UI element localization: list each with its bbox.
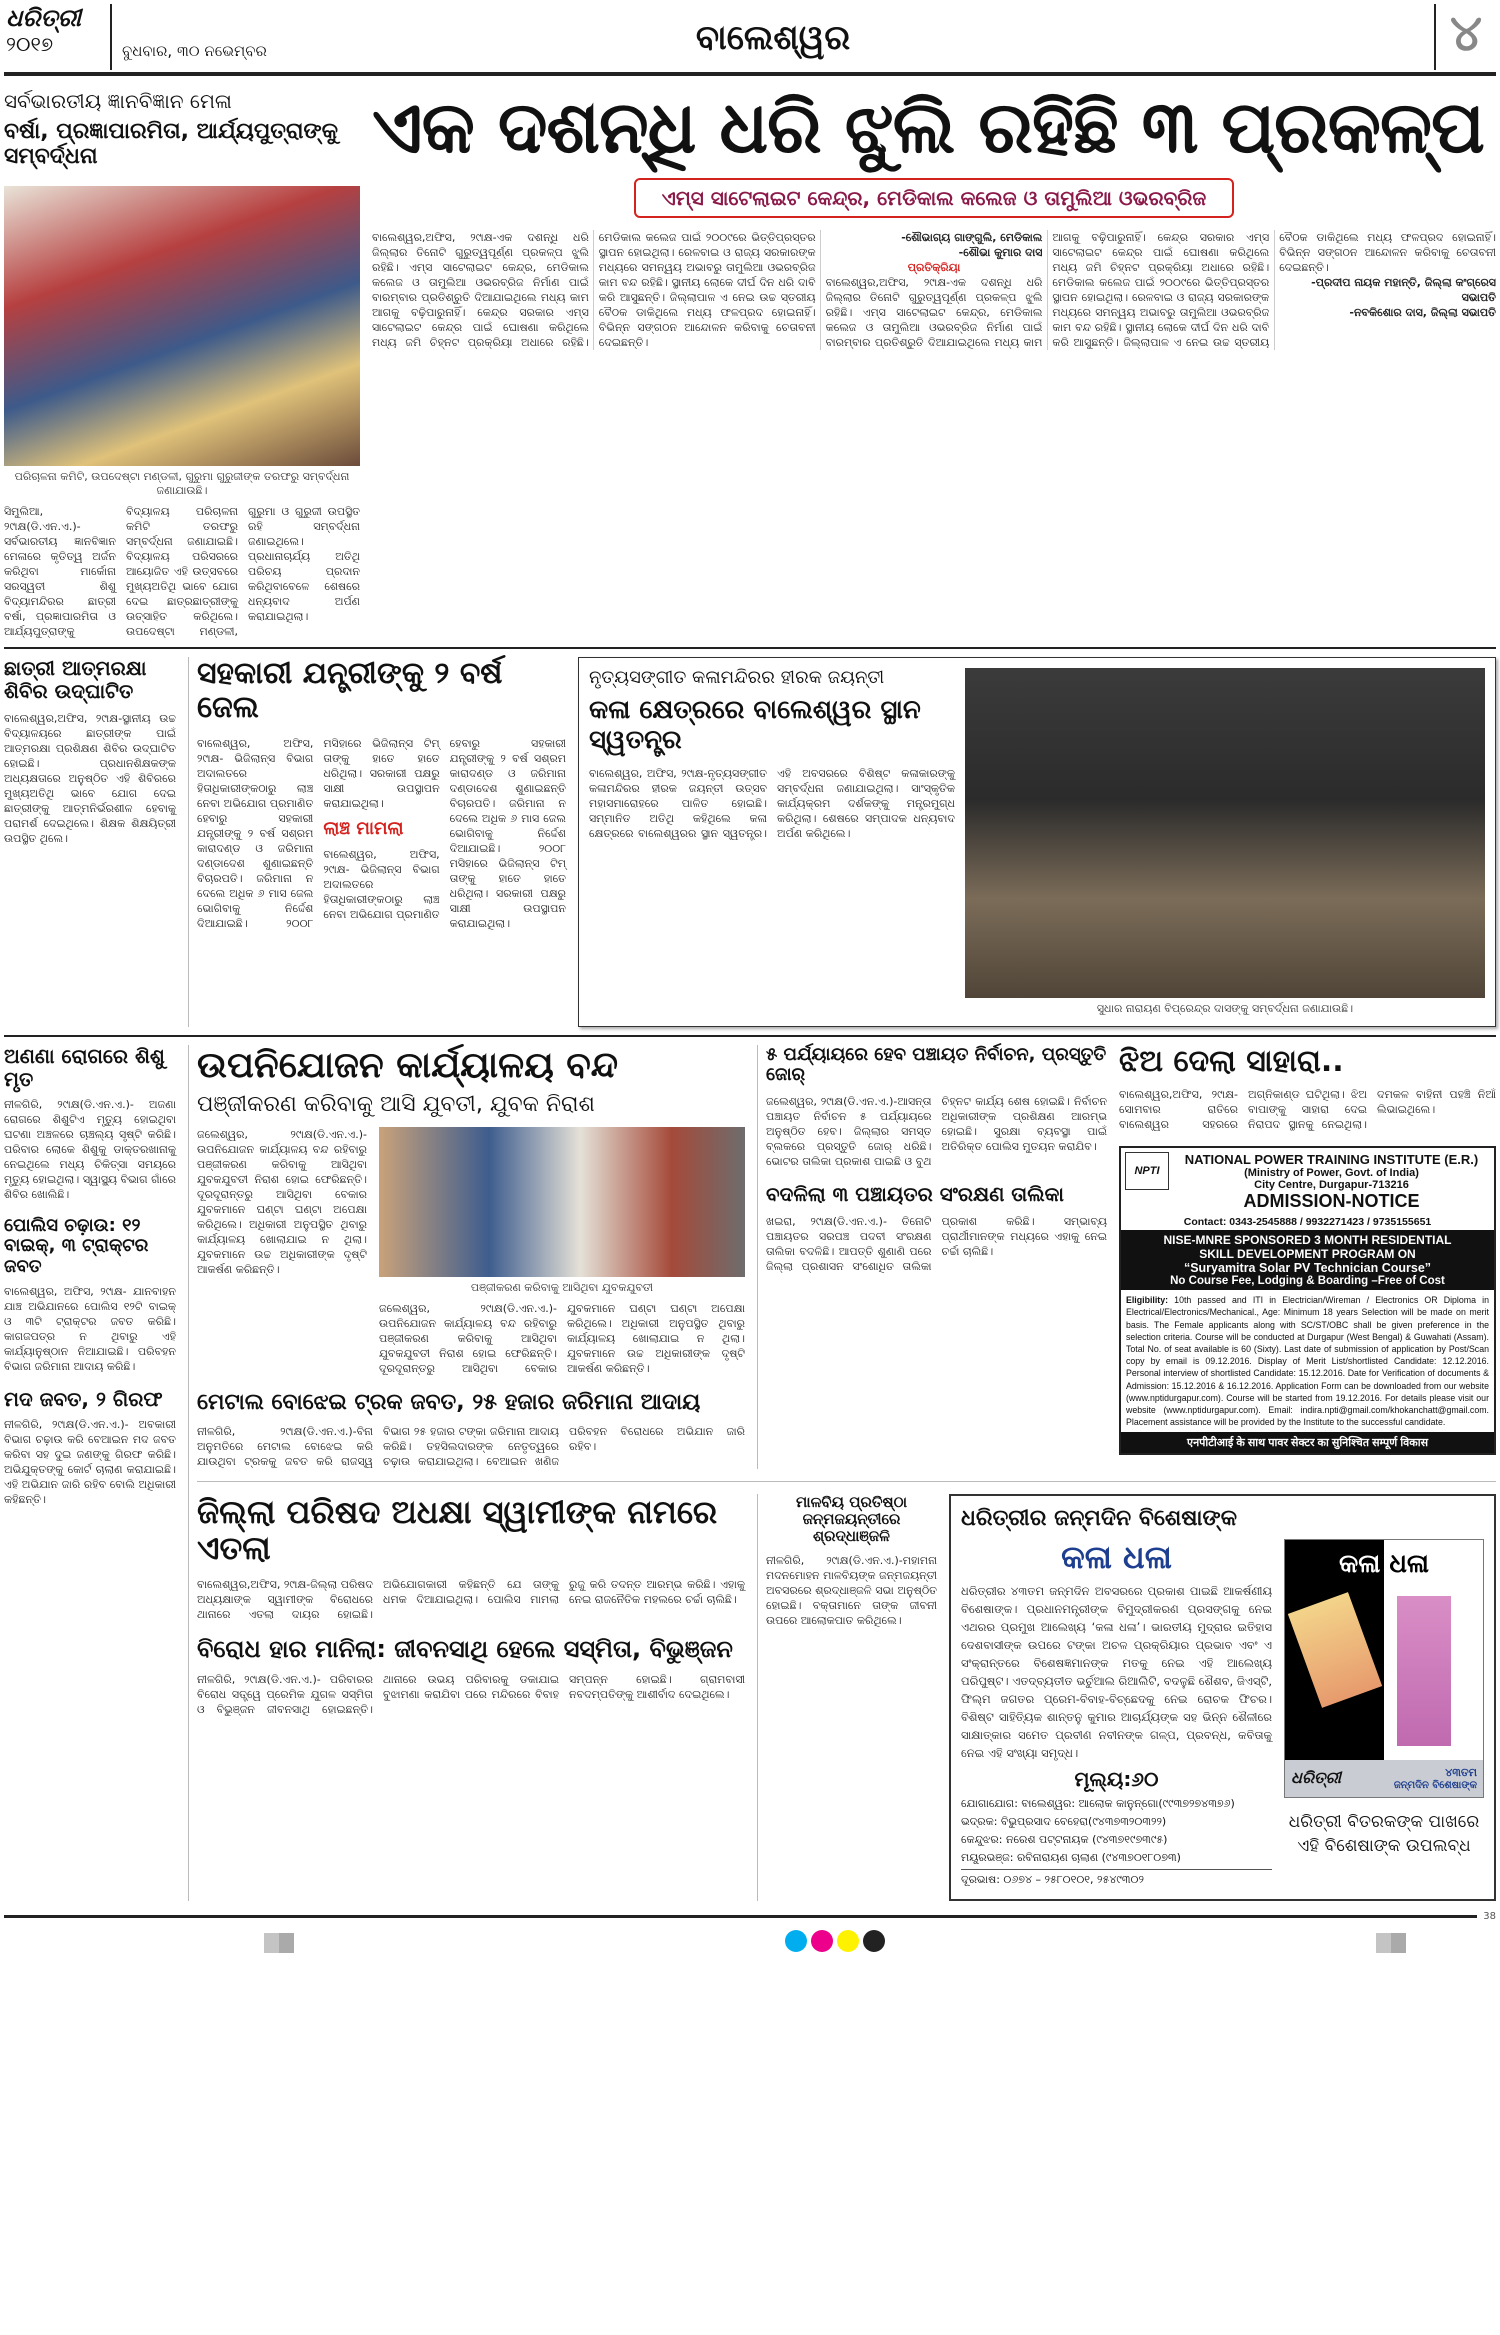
- ad-title: ଧରିତ୍ରୀର ଜନ୍ମଦିନ ବିଶେଷାଙ୍କ: [961, 1505, 1237, 1531]
- quote-4: -ନବକିଶୋର ଦାସ, ଜିଲ୍ଲା ସଭାପତି: [1349, 305, 1496, 319]
- article-body: ନୀଳଗିରି, ୨୯ାକ୍ଷ(ଡି.ଏନ.ଏ.)- ପରିବାରର ବିରୋଧ ସତ୍ତ୍ୱେ ପ୍ରେମିକ ଯୁଗଳ ସସ୍ମିତା ଓ ବିଭୁଞ୍ଜନ ଜୀବନସାଥି ହୋଇଛନ୍ତି। ଥାନାରେ ଉଭୟ ପରିବାରକୁ ଡକାଯାଇ ବୁଝାମଣା କରାଯିବା ପରେ ମନ୍ଦିରରେ ବିବାହ ସମ୍ପନ୍ନ ହୋଇଛି। ଗ୍ରାମବାସୀ ନବଦମ୍ପତିଙ୍କୁ ଆଶୀର୍ବାଦ ଦେଇଥିଲେ।: [197, 1672, 745, 1716]
- special-issue-ad: [949, 1494, 1496, 1901]
- photo-caption: ପଞ୍ଜୀକରଣ କରିବାକୁ ଆସିଥିବା ଯୁବକଯୁବତୀ: [470, 1281, 654, 1295]
- contact-list: [961, 1795, 1272, 1889]
- article-employment-office: [197, 1045, 745, 1377]
- header-rule: [4, 72, 1496, 76]
- cover-sub: ଜନ୍ମଦିନ ବିଶେଷାଙ୍କ: [1393, 1779, 1477, 1791]
- page-code: 38: [1483, 1910, 1496, 1922]
- magazine-cover: [1284, 1539, 1484, 1798]
- photo-caption: ସୁଧାର ନାରାୟଣ ବିପ୍ରେନ୍ଦ୍ର ଦାସଙ୍କୁ ସମ୍ବର୍ଦ୍ଧନା ଜଣାଯାଉଛି।: [1096, 1001, 1354, 1015]
- band-line: SKILL DEVELOPMENT PROGRAM ON: [1199, 1247, 1416, 1262]
- kicker: ନୃତ୍ୟସଙ୍ଗୀତ କଳାମନ୍ଦିରର ହୀରକ ଜୟନ୍ତୀ: [589, 666, 885, 688]
- reaction-label: ପ୍ରତିକ୍ରିୟା: [907, 260, 961, 274]
- lead-body-text: ବାଲେଶ୍ୱର,ଅଫିସ, ୨୯ାକ୍ଷ-ଏକ ଦଶନ୍ଧି ଧରି ଜିଲ୍ଲାର ତିନୋଟି ଗୁରୁତ୍ୱପୂର୍ଣ୍ଣ ପ୍ରକଳ୍ପ ଝୁଲି ରହିଛି। ଏମ୍ସ ସାଟେଲାଇଟ କେନ୍ଦ୍ର, ମେଡିକାଲ କଲେଜ ଓ ତାମୁଲିଆ ଓଭରବ୍ରିଜ ନିର୍ମାଣ ପାଇଁ ବାରମ୍ବାର ପ୍ରତିଶ୍ରୁତି ଦିଆଯାଇଥିଲେ ମଧ୍ୟ କାମ ଆଗକୁ ବଢ଼ିପାରୁନାହିଁ। କେନ୍ଦ୍ର ସରକାର ଏମ୍ସ ସାଟେଲାଇଟ କେନ୍ଦ୍ର ପାଇଁ ଘୋଷଣା କରିଥିଲେ ମଧ୍ୟ ଜମି ଚିହ୍ନଟ ପ୍ରକ୍ରିୟା ଅଧାରେ ରହିଛି। ମେଡିକାଲ କଲେଜ ପାଇଁ ୨୦୦୯ରେ ଭିତ୍ତିପ୍ରସ୍ତର ସ୍ଥାପନ ହୋଇଥିଲା। ରେଳବାଇ ଓ ରାଜ୍ୟ ସରକାରଙ୍କ ମଧ୍ୟରେ ସମନ୍ୱୟ ଅଭାବରୁ ତାମୁଲିଆ ଓଭରବ୍ରିଜ କାମ ବନ୍ଦ ରହିଛି। ସ୍ଥାନୀୟ ଲୋକେ ଦୀର୍ଘ ଦିନ ଧରି ଦାବି କରି ଆସୁଛନ୍ତି। ଜିଲ୍ଲାପାଳ ଏ ନେଇ ଉଚ୍ଚ ସ୍ତରୀୟ ବୈଠକ ଡାକିଥିଲେ ମଧ୍ୟ ଫଳପ୍ରଦ ହୋଇନାହିଁ। ବିଭିନ୍ନ ସଙ୍ଗଠନ ଆନ୍ଦୋଳନ କରିବାକୁ ଚେତାବନୀ ଦେଇଛନ୍ତି।: [825, 230, 1496, 349]
- article-body: ବାଲେଶ୍ୱର,ଅଫିସ, ୨୯ାକ୍ଷ- ସୋମବାର ରାତିରେ ବାଲେଶ୍ୱର ସହରରେ ଅଗ୍ନିକାଣ୍ଡ ଘଟିଥିଲା। ଝିଅ ବାପାଙ୍କୁ ସାହାରା ଦେଇ ନିରାପଦ ସ୍ଥାନକୁ ନେଇଥିଲା। ଦମକଳ ବାହିନୀ ପହଞ୍ଚି ନିଆଁ ଲିଭାଇଥିଲେ।: [1119, 1088, 1496, 1132]
- article-body: ସିମୁଲିଆ, ୨୯ାକ୍ଷ(ଡି.ଏନ.ଏ.)- ସର୍ବଭାରତୀୟ ଜ୍ଞାନବିଜ୍ଞାନ ମେଳାରେ କୃତିତ୍ୱ ଅର୍ଜନ କରିଥିବା ମାର୍କୋନା ସରସ୍ୱତୀ ଶିଶୁ ବିଦ୍ୟାମନ୍ଦିରର ଛାତ୍ରୀ ବର୍ଷା, ପ୍ରଜ୍ଞାପାରମିତା ଓ ଆର୍ଯ୍ୟପୁତ୍ରାଙ୍କୁ ବିଦ୍ୟାଳୟ ପରିଚାଳନା କମିଟି ତରଫରୁ ସମ୍ବର୍ଦ୍ଧନା ଜଣାଯାଇଛି। ବିଦ୍ୟାଳୟ ପରିସରରେ ଆୟୋଜିତ ଏହି ଉତ୍ସବରେ ମୁଖ୍ୟଅତିଥି ଭାବେ ଯୋଗ ଦେଇ ଛାତ୍ରଛାତ୍ରୀଙ୍କୁ ଉତ୍ସାହିତ କରିଥିଲେ। ଉପଦେଷ୍ଟା ମଣ୍ଡଳୀ, ଗୁରୁମା ଓ ଗୁରୁଜୀ ଉପସ୍ଥିତ ରହି ସମ୍ବର୍ଦ୍ଧନା ଜଣାଇଥିଲେ। ପ୍ରଧାନାଚାର୍ଯ୍ୟ ଅତିଥି ପରିଚୟ ପ୍ରଦାନ କରିଥିବାବେଳେ ଶେଷରେ ଧନ୍ୟବାଦ ଅର୍ପଣ କରାଯାଇଥିଲା।: [4, 504, 360, 638]
- masthead-logo: [4, 4, 110, 70]
- article-body: ନୀଳଗିରି, ୨୯ାକ୍ଷ(ଡି.ଏନ.ଏ.)- ଅବକାରୀ ବିଭାଗ ଚଢ଼ାଉ କରି ବେଆଇନ ମଦ ଜବତ କରିବା ସହ ଦୁଇ ଜଣଙ୍କୁ ଗିରଫ କରିଛି। ଅଭିଯୁକ୍ତଙ୍କୁ କୋର୍ଟ ଚାଲାଣ କରାଯାଇଛି। ଏହି ଅଭିଯାନ ଜାରି ରହିବ ବୋଲି ଅଧିକାରୀ କହିଛନ୍ତି।: [4, 1417, 176, 1506]
- headline: ଜିଲ୍ଲା ପରିଷଦ ଅଧକ୍ଷା ସ୍ୱାମୀଙ୍କ ନାମରେ ଏତଲା: [197, 1492, 718, 1568]
- article-engineer-jail: [188, 657, 566, 1027]
- price: ମୂଲ୍ୟ:୬୦: [1074, 1766, 1159, 1791]
- contact-line: ଯୋଗାଯୋଗ: ବାଲେଶ୍ୱର: ଆଲୋକ କାନୁନ୍‌ଗୋ(୯୯୩୭୨୭୪୩୭୬): [961, 1796, 1235, 1810]
- article-body: ବାଲେଶ୍ୱର, ଅଫିସ, ୨୯ାକ୍ଷ-ନୃତ୍ୟସଙ୍ଗୀତ କଳାମନ୍ଦିରର ହୀରକ ଜୟନ୍ତୀ ଉତ୍ସବ ମହାସମାରୋହରେ ପାଳିତ ହୋଇଛି। ସମ୍ମାନିତ ଅତିଥି କହିଥିଲେ କଳା କ୍ଷେତ୍ରରେ ବାଲେଶ୍ୱରର ସ୍ଥାନ ସ୍ୱତନ୍ତ୍ର। ଏହି ଅବସରରେ ବିଶିଷ୍ଟ କଳାକାରଙ୍କୁ ସମ୍ବର୍ଦ୍ଧନା ଜଣାଯାଇଥିଲା। ସାଂସ୍କୃତିକ କାର୍ଯ୍ୟକ୍ରମ ଦର୍ଶକଙ୍କୁ ମନ୍ତ୍ରମୁଗ୍ଧ କରିଥିଲା। ଶେଷରେ ସମ୍ପାଦକ ଧନ୍ୟବାଦ ଅର୍ପଣ କରିଥିଲେ।: [589, 767, 955, 841]
- cover-footer: [1285, 1760, 1483, 1797]
- lead-article: [372, 85, 1496, 639]
- article-body: ଜଲେଶ୍ୱର, ୨୯ାକ୍ଷ(ଡି.ଏନ.ଏ.)-ଆସନ୍ତା ପଞ୍ଚାୟତ ନିର୍ବାଚନ ୫ ପର୍ଯ୍ୟାୟରେ ଅନୁଷ୍ଠିତ ହେବ। ଜିଲ୍ଲାର ସମସ୍ତ ବ୍ଲକରେ ପ୍ରସ୍ତୁତି ଜୋର୍ ଧରିଛି। ଭୋଟର ତାଲିକା ପ୍ରକାଶ ପାଇଛି ଓ ବୁଥ ଚିହ୍ନଟ କାର୍ଯ୍ୟ ଶେଷ ହୋଇଛି। ନିର୍ବାଚନ ଅଧିକାରୀଙ୍କ ପ୍ରଶିକ୍ଷଣ ଆରମ୍ଭ ହୋଇଛି। ସୁରକ୍ଷା ବ୍ୟବସ୍ଥା ପାଇଁ ଅତିରିକ୍ତ ପୋଲିସ ମୁତୟନ କରାଯିବ।: [766, 1094, 1107, 1168]
- quote-3: -ପ୍ରଦୀପ ନାୟକ ମହାନ୍ତି, ଜିଲ୍ଲା କଂଗ୍ରେସ ସଭାପତି: [1311, 275, 1496, 304]
- headline: ଅଣଣା ରୋଗରେ ଶିଶୁ ମୃତ: [4, 1043, 165, 1091]
- npti-admission-ad: [1119, 1146, 1496, 1455]
- yellow-dot: [837, 1930, 859, 1952]
- address: City Centre, Durgapur-713216: [1254, 1179, 1409, 1192]
- article-body: ଜଲେଶ୍ୱର, ୨୯ାକ୍ଷ(ଡି.ଏନ.ଏ.)- ଉପନିଯୋଜନ କାର୍ଯ୍ୟାଳୟ ବନ୍ଦ ରହିବାରୁ ପଞ୍ଜୀକରଣ କରିବାକୁ ଆସିଥିବା ଯୁବକଯୁବତୀ ନିରାଶ ହୋଇ ଫେରିଛନ୍ତି। ଦୂରଦୂରାନ୍ତରୁ ଆସିଥିବା ବେକାର ଯୁବକମାନେ ଘଣ୍ଟା ଘଣ୍ଟା ଅପେକ୍ଷା କରିଥିଲେ। ଅଧିକାରୀ ଅନୁପସ୍ଥିତ ଥିବାରୁ କାର୍ଯ୍ୟାଳୟ ଖୋଲାଯାଇ ନ ଥିଲା। ଯୁବକମାନେ ଉଚ୍ଚ ଅଧିକାରୀଙ୍କ ଦୃଷ୍ଟି ଆକର୍ଷଣ କରିଛନ୍ତି।: [197, 1128, 367, 1277]
- logo-year: ୨୦୧୭: [6, 32, 54, 56]
- lead-body: [372, 230, 1496, 350]
- article-child-death: [4, 1045, 176, 1202]
- headline: ମଦ ଜବତ, ୨ ଗିରଫ: [4, 1386, 163, 1411]
- headline: ବର୍ଷା, ପ୍ରଜ୍ଞାପାରମିତା, ଆର୍ଯ୍ୟପୁତ୍ରାଙ୍କୁ ସମ୍ବର୍ଦ୍ଧନା: [4, 119, 338, 170]
- kicker-bribery-case: ଲାଞ୍ଚ ମାମଲା: [323, 817, 404, 839]
- article-police-raid: [4, 1216, 176, 1374]
- phone-line: ଦୂରଭାଷ: ୦୬୭୪ – ୨୫୮୦୧୦୧, ୨୫୪୯୩୦୨: [961, 1869, 1272, 1889]
- logo-text: ଧରିତ୍ରୀ: [6, 4, 81, 32]
- article-self-defense-camp: [4, 657, 176, 1027]
- divider: [4, 647, 1496, 649]
- contact-line: ମୟୂରଭଞ୍ଜ: ରବିନାରାୟଣ ଚାଲାଣ (୯୪୩୭୦୧୮୦୭୩): [961, 1850, 1181, 1864]
- article-metal-truck: [197, 1390, 745, 1468]
- issue-name: କଳା ଧଳା: [1061, 1537, 1172, 1576]
- cover-issue: ୪୩ତମ: [1445, 1765, 1477, 1779]
- article-liquor-seized: [4, 1388, 176, 1507]
- article-body: ନୀଳଗିରି, ୨୯ାକ୍ଷ(ଡି.ଏନ.ଏ.)-ବିନା ଅନୁମତିରେ ମେଟାଲ ବୋଝେଇ କରି ଯାଉଥିବା ଟ୍ରକକୁ ଜବତ କରି ରାଜସ୍ୱ ବିଭାଗ ୨୫ ହଜାର ଟଙ୍କା ଜରିମାନା ଆଦାୟ କରିଛି। ତହସିଲଦାରଙ୍କ ନେତୃତ୍ୱରେ ଚଢ଼ାଉ କରାଯାଇଥିଲା। ବେଆଇନ ଖଣିଜ ପରିବହନ ବିରୋଧରେ ଅଭିଯାନ ଜାରି ରହିବ।: [197, 1424, 745, 1468]
- lead-pullquote: ଏମ୍ସ ସାଟେଲାଇଟ କେନ୍ଦ୍ର, ମେଡିକାଲ କଲେଜ ଓ ତାମୁଲିଆ ଓଭରବ୍ରିଜ: [634, 178, 1234, 218]
- employment-column: [197, 1045, 745, 1469]
- article-reservation-list: [766, 1183, 1107, 1274]
- photo-felicitation: [4, 186, 360, 466]
- panchayat-column: [757, 1045, 1107, 1469]
- divider: [197, 1481, 1496, 1482]
- quote-2: -ଶୌଭା କୁମାର ଦାସ: [958, 245, 1043, 259]
- headline: ବିରୋଧ ହାର ମାନିଲା: ଜୀବନସାଥି ହେଲେ ସସ୍ମିତା, ବିଭୁଞ୍ଜନ: [197, 1635, 733, 1664]
- details-text: 10th passed and ITI in Electrician/Wireman / Electronics OR Diploma in Electrical/Electronics/Mechanical., Age: Minimum 18 years Selection will be made on merit basis. The Female applicants along with SC/ST/OBC shall be given preference in the selection criteria. Course will be conducted at Durgapur (West Bengal) & Guwahati (Assam). Total No. of seat available is 60 (Sixty). Last date of submission of application by Post/Scan copy by email is 09.12.2016. Display of Merit List/shortlisted Candidate: 12.12.2016. Personal interview of shortlisted Candidate: 15.12.2016. Date for Verification of documents & Admission: 15.12.2016 & 16.12.2016. Application Form can be downloaded from our website (www.nptidurgapur.com). Course will be started from 19.12.2016. For details please visit our website (www.nptidurgapur.com). Email: indira.npti@gmail.com/khokanchatt@gmail.com. Placement assistance will be provided by the Institute to the successful candidate.: [1126, 1295, 1489, 1428]
- ad-footer-hindi: एनपीटीआई के साथ पावर सेक्टर का सुनिश्चित सम्पूर्ण विकास: [1121, 1432, 1494, 1453]
- ad-body: ଧରିତ୍ରୀର ୪୩ତମ ଜନ୍ମଦିନ ଅବସରରେ ପ୍ରକାଶ ପାଇଛି ଆକର୍ଷଣୀୟ ବିଶେଷାଙ୍କ। ପ୍ରଧାନମନ୍ତ୍ରୀଙ୍କ ବିମୁଦ୍ରୀକରଣ ପ୍ରସଙ୍ଗକୁ ନେଇ ଏଥରର ପ୍ରମୁଖ ଆଲେଖ୍ୟ ‘କଳା ଧଳା’। ଭାରତୀୟ ମୁଦ୍ରାର ଇତିହାସ ଦେଶବାସୀଙ୍କ ଉପରେ ଟଙ୍କା ଅଚଳ ପ୍ରକ୍ରିୟାର ପ୍ରଭାବ ଏବଂ ଏ ସଂକ୍ରାନ୍ତରେ ବିଶେଷଜ୍ଞମାନଙ୍କ ମତକୁ ନେଇ ଏହି ଆଲେଖ୍ୟ ପରିପୁଷ୍ଟ। ଏତଦ୍‌ବ୍ୟତୀତ ଭର୍ଚୁଆଲ ରିଆଲିଟି, ବଦଳୁଛି ଶୈଶବ, ଜିଏସ୍‌ଟି, ଫିଲ୍ମ ଜଗତର ପ୍ରେମ-ବିବାହ-ବିଚ୍ଛେଦକୁ ନେଇ ରୋଚକ ଫିଚର। ବିଶିଷ୍ଟ ସାହିତ୍ୟିକ ଶାନ୍ତନୁ କୁମାର ଆଚାର୍ଯ୍ୟଙ୍କ ସହ ଭିନ୍ନ ଶୈଳୀରେ ସାକ୍ଷାତ୍‌କାର ସମେତ ପ୍ରବୀଣ ନବୀନଙ୍କ ଗଳ୍ପ, ପ୍ରବନ୍ଧ, କବିତାକୁ ନେଇ ଏହି ସଂଖ୍ୟା ସମୃଦ୍ଧ।: [961, 1583, 1272, 1760]
- article-body: ବାଲେଶ୍ୱର, ଅଫିସ, ୨୯ାକ୍ଷ- ଯାନବାହନ ଯାଞ୍ଚ ଅଭିଯାନରେ ପୋଲିସ ୧୨ଟି ବାଇକ୍ ଓ ୩ଟି ଟ୍ରାକ୍ଟର ଜବତ କରିଛି। କାଗଜପତ୍ର ନ ଥିବାରୁ ଏହି କାର୍ଯ୍ୟାନୁଷ୍ଠାନ ନିଆଯାଇଛି। ପରିବହନ ବିଭାଗ ଜରିମାନା ଆଦାୟ କରିଛି।: [4, 1284, 176, 1373]
- headline: ଛାତ୍ରୀ ଆତ୍ମରକ୍ଷା ଶିବିର ଉଦ୍‌ଘାଟିତ: [4, 655, 147, 703]
- cover-title: କଳା ଧଳା: [1338, 1548, 1430, 1579]
- right-column: [1119, 1045, 1496, 1469]
- subhead: ପଞ୍ଜୀକରଣ କରିବାକୁ ଆସି ଯୁବତୀ, ଯୁବକ ନିରାଶ: [197, 1091, 595, 1117]
- registration-mark: [264, 1933, 294, 1953]
- headline: କଳା କ୍ଷେତ୍ରରେ ବାଲେଶ୍ୱର ସ୍ଥାନ ସ୍ୱତନ୍ତ୍ର: [589, 695, 921, 756]
- npti-logo: NPTI: [1125, 1152, 1169, 1190]
- band-line: “Suryamitra Solar PV Technician Course”: [1183, 1261, 1432, 1276]
- headline: ବଦଳିଲା ୩ ପଞ୍ଚାୟତର ସଂରକ୍ଷଣ ତାଲିକା: [766, 1181, 1064, 1206]
- cyan-dot: [785, 1930, 807, 1952]
- band-line: No Course Fee, Lodging & Boarding –Free of Cost: [1170, 1275, 1445, 1288]
- body-text: ବାଲେଶ୍ୱର, ଅଫିସ, ୨୯ାକ୍ଷ- ଭିଜିଲାନ୍ସ ବିଭାଗ ଅଦାଲତରେ ହିତାଧିକାରୀଙ୍କଠାରୁ ଲାଞ୍ଚ ନେବା ଅଭିଯୋଗ ପ୍ରମାଣିତ ହେବାରୁ ସହକାରୀ ଯନ୍ତ୍ରୀଙ୍କୁ ୨ ବର୍ଷ ସଶ୍ରମ କାରାଦଣ୍ଡ ଓ ଜରିମାନା ଦଣ୍ଡାଦେଶ ଶୁଣାଇଛନ୍ତି ବିଚାରପତି। ଜରିମାନା ନ ଦେଲେ ଅଧିକ ୬ ମାସ ଜେଲ ଭୋଗିବାକୁ ନିର୍ଦ୍ଦେଶ ଦିଆଯାଇଛି। ୨୦୦୮ ମସିହାରେ ଭିଜିଲାନ୍ସ ଟିମ୍ ତାଙ୍କୁ ହାତେ ହାତେ ଧରିଥିଲା। ସରକାରୀ ପକ୍ଷରୁ ସାକ୍ଷୀ ଉପସ୍ଥାପନ କରାଯାଇଥିଲା।: [197, 736, 440, 930]
- headline: ପୋଲିସ ଚଢ଼ାଉ: ୧୨ ବାଇକ୍, ୩ ଟ୍ରାକ୍ଟର ଜବତ: [4, 1214, 149, 1277]
- lead-body-text: ବାଲେଶ୍ୱର,ଅଫିସ, ୨୯ାକ୍ଷ-ଏକ ଦଶନ୍ଧି ଧରି ଜିଲ୍ଲାର ତିନୋଟି ଗୁରୁତ୍ୱପୂର୍ଣ୍ଣ ପ୍ରକଳ୍ପ ଝୁଲି ରହିଛି। ଏମ୍ସ ସାଟେଲାଇଟ କେନ୍ଦ୍ର, ମେଡିକାଲ କଲେଜ ଓ ତାମୁଲିଆ ଓଭରବ୍ରିଜ ନିର୍ମାଣ ପାଇଁ ବାରମ୍ବାର ପ୍ରତିଶ୍ରୁତି ଦିଆଯାଇଥିଲେ ମଧ୍ୟ କାମ ଆଗକୁ ବଢ଼ିପାରୁନାହିଁ। କେନ୍ଦ୍ର ସରକାର ଏମ୍ସ ସାଟେଲାଇଟ କେନ୍ଦ୍ର ପାଇଁ ଘୋଷଣା କରିଥିଲେ ମଧ୍ୟ ଜମି ଚିହ୍ନଟ ପ୍ରକ୍ରିୟା ଅଧାରେ ରହିଛି। ମେଡିକାଲ କଲେଜ ପାଇଁ ୨୦୦୯ରେ ଭିତ୍ତିପ୍ରସ୍ତର ସ୍ଥାପନ ହୋଇଥିଲା। ରେଳବାଇ ଓ ରାଜ୍ୟ ସରକାରଙ୍କ ମଧ୍ୟରେ ସମନ୍ୱୟ ଅଭାବରୁ ତାମୁଲିଆ ଓଭରବ୍ରିଜ କାମ ବନ୍ଦ ରହିଛି। ସ୍ଥାନୀୟ ଲୋକେ ଦୀର୍ଘ ଦିନ ଧରି ଦାବି କରି ଆସୁଛନ୍ତି। ଜିଲ୍ଲାପାଳ ଏ ନେଇ ଉଚ୍ଚ ସ୍ତରୀୟ ବୈଠକ ଡାକିଥିଲେ ମଧ୍ୟ ଫଳପ୍ରଦ ହୋଇନାହିଁ। ବିଭିନ୍ନ ସଙ୍ଗଠନ ଆନ୍ଦୋଳନ କରିବାକୁ ଚେତାବନୀ ଦେଇଛନ୍ତି।: [372, 230, 816, 349]
- ad-details: [1121, 1290, 1494, 1432]
- bottom-column: [197, 1494, 745, 1901]
- color-registration-dots: [783, 1930, 887, 1956]
- program-band: [1121, 1230, 1494, 1290]
- quote-1: -ଶୌଭାଗ୍ୟ ଗାଙ୍ଗୁଲି, ମେଡିକାଲ: [901, 230, 1043, 244]
- footer-rule: [4, 1915, 1477, 1918]
- institute-name: NATIONAL POWER TRAINING INSTITUTE (E.R.): [1184, 1152, 1479, 1168]
- article-body-cont: ଜଲେଶ୍ୱର, ୨୯ାକ୍ଷ(ଡି.ଏନ.ଏ.)- ଉପନିଯୋଜନ କାର୍ଯ୍ୟାଳୟ ବନ୍ଦ ରହିବାରୁ ପଞ୍ଜୀକରଣ କରିବାକୁ ଆସିଥିବା ଯୁବକଯୁବତୀ ନିରାଶ ହୋଇ ଫେରିଛନ୍ତି। ଦୂରଦୂରାନ୍ତରୁ ଆସିଥିବା ବେକାର ଯୁବକମାନେ ଘଣ୍ଟା ଘଣ୍ଟା ଅପେକ୍ଷା କରିଥିଲେ। ଅଧିକାରୀ ଅନୁପସ୍ଥିତ ଥିବାରୁ କାର୍ଯ୍ୟାଳୟ ଖୋଲାଯାଇ ନ ଥିଲା। ଯୁବକମାନେ ଉଚ୍ଚ ଅଧିକାରୀଙ୍କ ଦୃଷ୍ଟି ଆକର୍ଷଣ କରିଛନ୍ତି।: [379, 1302, 745, 1376]
- ministry: (Ministry of Power, Govt. of India): [1244, 1167, 1419, 1180]
- article-dance-jubilee: [578, 657, 1496, 1027]
- magenta-dot: [811, 1930, 833, 1952]
- availability-note: ଧରିତ୍ରୀ ବିତରକଙ୍କ ପାଖରେ ଏହି ବିଶେଷାଙ୍କ ଉପଲବ୍ଧ: [1288, 1811, 1480, 1856]
- section-title: ବାଲେଶ୍ୱର: [695, 18, 851, 58]
- article-body: ନୀଳଗିରି, ୨୯ାକ୍ଷ(ଡି.ଏନ.ଏ.)-ମହାମନା ମଦନମୋହନ ମାଳବିୟଙ୍କ ଜନ୍ମଜୟନ୍ତୀ ଅବସରରେ ଶ୍ରଦ୍ଧାଞ୍ଜଳି ସଭା ଅନୁଷ୍ଠିତ ହୋଇଛି। ବକ୍ତାମାନେ ତାଙ୍କ ଜୀବନୀ ଉପରେ ଆଲୋକପାତ କରିଥିଲେ।: [766, 1554, 938, 1628]
- article-science-fair: [4, 90, 360, 639]
- article-daughter-support: [1119, 1045, 1496, 1133]
- body-text: ବାଲେଶ୍ୱର, ଅଫିସ, ୨୯ାକ୍ଷ- ଭିଜିଲାନ୍ସ ବିଭାଗ ଅଦାଲତରେ ହିତାଧିକାରୀଙ୍କଠାରୁ ଲାଞ୍ଚ ନେବା ଅଭିଯୋଗ ପ୍ରମାଣିତ ହେବାରୁ ସହକାରୀ ଯନ୍ତ୍ରୀଙ୍କୁ ୨ ବର୍ଷ ସଶ୍ରମ କାରାଦଣ୍ଡ ଓ ଜରିମାନା ଦଣ୍ଡାଦେଶ ଶୁଣାଇଛନ୍ତି ବିଚାରପତି। ଜରିମାନା ନ ଦେଲେ ଅଧିକ ୬ ମାସ ଜେଲ ଭୋଗିବାକୁ ନିର୍ଦ୍ଦେଶ ଦିଆଯାଇଛି। ୨୦୦୮ ମସିହାରେ ଭିଜିଲାନ୍ସ ଟିମ୍ ତାଙ୍କୁ ହାତେ ହାତେ ଧରିଥିଲା। ସରକାରୀ ପକ୍ଷରୁ ସାକ୍ଷୀ ଉପସ୍ଥାପନ କରାଯାଇଥିଲା।: [323, 736, 566, 930]
- cover-brand: ଧରିତ୍ରୀ: [1291, 1768, 1341, 1788]
- article-zilla-parishad: [197, 1494, 745, 1623]
- band-line: NISE-MNRE SPONSORED 3 MONTH RESIDENTIAL: [1163, 1233, 1452, 1248]
- left-column: [4, 1045, 176, 1901]
- headline: ୫ ପର୍ଯ୍ୟାୟରେ ହେବ ପଞ୍ଚାୟତ ନିର୍ବାଚନ, ପ୍ରସ୍ତୁତି ଜୋର୍: [766, 1043, 1107, 1086]
- kicker: ସର୍ବଭାରତୀୟ ଜ୍ଞାନବିଜ୍ଞାନ ମେଳା: [4, 89, 232, 113]
- article-body: [197, 736, 566, 931]
- article-body: ଖଇରା, ୨୯ାକ୍ଷ(ଡି.ଏନ.ଏ.)- ତିନୋଟି ପଞ୍ଚାୟତର ସରପଞ୍ଚ ପଦବୀ ସଂରକ୍ଷଣ ତାଲିକା ବଦଳିଛି। ଆପତ୍ତି ଶୁଣାଣି ପରେ ଜିଲ୍ଲା ପ୍ରଶାସନ ସଂଶୋଧିତ ତାଲିକା ପ୍ରକାଶ କରିଛି। ସମ୍ଭାବ୍ୟ ପ୍ରାର୍ଥୀମାନଙ୍କ ମଧ୍ୟରେ ଏହାକୁ ନେଇ ଚର୍ଚ୍ଚା ଚାଲିଛି।: [766, 1214, 1107, 1273]
- admission-notice: ADMISSION-NOTICE: [1243, 1191, 1420, 1212]
- contact-line: କେନ୍ଦୁଝର: ନରେଶ ପଟ୍ଟନାୟକ (୯୪୩୭୧୯୭୩୯୫): [961, 1832, 1168, 1846]
- article-panchayat-election: [766, 1045, 1107, 1169]
- lead-headline: ଏକ ଦଶନ୍ଧି ଧରି ଝୁଲି ରହିଛି ୩ ପ୍ରକଳ୍ପ: [372, 85, 1484, 169]
- masthead: [4, 4, 1496, 70]
- eligibility-label: Eligibility:: [1126, 1295, 1169, 1306]
- registration-mark: [1376, 1933, 1406, 1953]
- headline: ଝିଅ ଦେଲା ସାହାରା..: [1119, 1043, 1344, 1079]
- page-number: ୪: [1449, 4, 1483, 62]
- photo-youths: [379, 1127, 745, 1277]
- note-2000-icon: [1397, 1596, 1451, 1746]
- photo-caption: ପରିଚାଳନା କମିଟି, ଉପଦେଷ୍ଟା ମଣ୍ଡଳୀ, ଗୁରୁମା ଗୁରୁଜୀଙ୍କ ତରଫରୁ ସମ୍ବର୍ଦ୍ଧନା ଜଣାଯାଉଛି।: [14, 469, 350, 497]
- contact-numbers: Contact: 0343-2545888 / 9932271423 / 9735155651: [1183, 1216, 1432, 1229]
- headline: ସହକାରୀ ଯନ୍ତ୍ରୀଙ୍କୁ ୨ ବର୍ଷ ଜେଲ: [197, 655, 503, 726]
- photo-dance-jubilee: [965, 668, 1485, 998]
- article-marriage: [197, 1636, 745, 1717]
- black-dot: [863, 1930, 885, 1952]
- headline: ମାଳବିୟ ପ୍ରତିଷ୍ଠା ଜନ୍ମଜୟନ୍ତୀରେ ଶ୍ରଦ୍ଧାଞ୍ଜଳି: [795, 1492, 908, 1546]
- article-body: ବାଲେଶ୍ୱର,ଅଫିସ, ୨୯ାକ୍ଷ-ସ୍ଥାନୀୟ ଉଚ୍ଚ ବିଦ୍ୟାଳୟରେ ଛାତ୍ରୀଙ୍କ ପାଇଁ ଆତ୍ମରକ୍ଷା ପ୍ରଶିକ୍ଷଣ ଶିବିର ଉଦ୍‌ଘାଟିତ ହୋଇଛି। ପ୍ରଧାନଶିକ୍ଷକଙ୍କ ଅଧ୍ୟକ୍ଷତାରେ ଅନୁଷ୍ଠିତ ଏହି ଶିବିରରେ ମୁଖ୍ୟଅତିଥି ଭାବେ ଯୋଗ ଦେଇ ଛାତ୍ରୀଙ୍କୁ ଆତ୍ମନିର୍ଭରଶୀଳ ହେବାକୁ ପରାମର୍ଶ ଦେଇଥିଲେ। ଶିକ୍ଷକ ଶିକ୍ଷୟିତ୍ରୀ ଉପସ୍ଥିତ ଥିଲେ।: [4, 711, 176, 845]
- contact-line: ଭଦ୍ରକ: ବିଭୁପ୍ରସାଦ ବେହେରା(୯୪୩୭୩୨୦୩୨୨): [961, 1814, 1167, 1828]
- issue-date: ବୁଧବାର, ୩୦ ନଭେମ୍ବର: [122, 42, 267, 60]
- article-body: ବାଲେଶ୍ୱର,ଅଫିସ, ୨୯ାକ୍ଷ-ଜିଲ୍ଲା ପରିଷଦ ଅଧ୍ୟକ୍ଷାଙ୍କ ସ୍ୱାମୀଙ୍କ ବିରୋଧରେ ଥାନାରେ ଏତଲା ଦାୟର ହୋଇଛି। ଅଭିଯୋଗକାରୀ କହିଛନ୍ତି ଯେ ତାଙ୍କୁ ଧମକ ଦିଆଯାଇଥିଲା। ପୋଲିସ ମାମଲା ରୁଜୁ କରି ତଦନ୍ତ ଆରମ୍ଭ କରିଛି। ଏହାକୁ ନେଇ ରାଜନୈତିକ ମହଲରେ ଚର୍ଚ୍ଚା ଚାଲିଛି।: [197, 1578, 745, 1622]
- note-500-icon: [1288, 1592, 1382, 1708]
- divider: [4, 1035, 1496, 1037]
- article-body: ନୀଳଗିରି, ୨୯ାକ୍ଷ(ଡି.ଏନ.ଏ.)- ଅଜଣା ରୋଗରେ ଶିଶୁଟିଏ ମୃତ୍ୟୁ ହୋଇଥିବା ଘଟଣା ଅଞ୍ଚଳରେ ଚାଞ୍ଚଲ୍ୟ ସୃଷ୍ଟି କରିଛି। ପରିବାର ଲୋକେ ଶିଶୁକୁ ଡାକ୍ତରଖାନାକୁ ନେଇଥିଲେ ମଧ୍ୟ ଚିକିତ୍ସା ସମୟରେ ମୃତ୍ୟୁ ହୋଇଥିଲା। ସ୍ୱାସ୍ଥ୍ୟ ବିଭାଗ ଗାଁରେ ଶିବିର ଖୋଲିଛି।: [4, 1097, 176, 1201]
- headline: ଉପନିଯୋଜନ କାର୍ଯ୍ୟାଳୟ ବନ୍ଦ: [197, 1044, 618, 1086]
- article-malaviya: [757, 1494, 937, 1901]
- headline: ମେଟାଲ ବୋଝେଇ ଟ୍ରକ ଜବତ, ୨୫ ହଜାର ଜରିମାନା ଆଦାୟ: [197, 1390, 701, 1416]
